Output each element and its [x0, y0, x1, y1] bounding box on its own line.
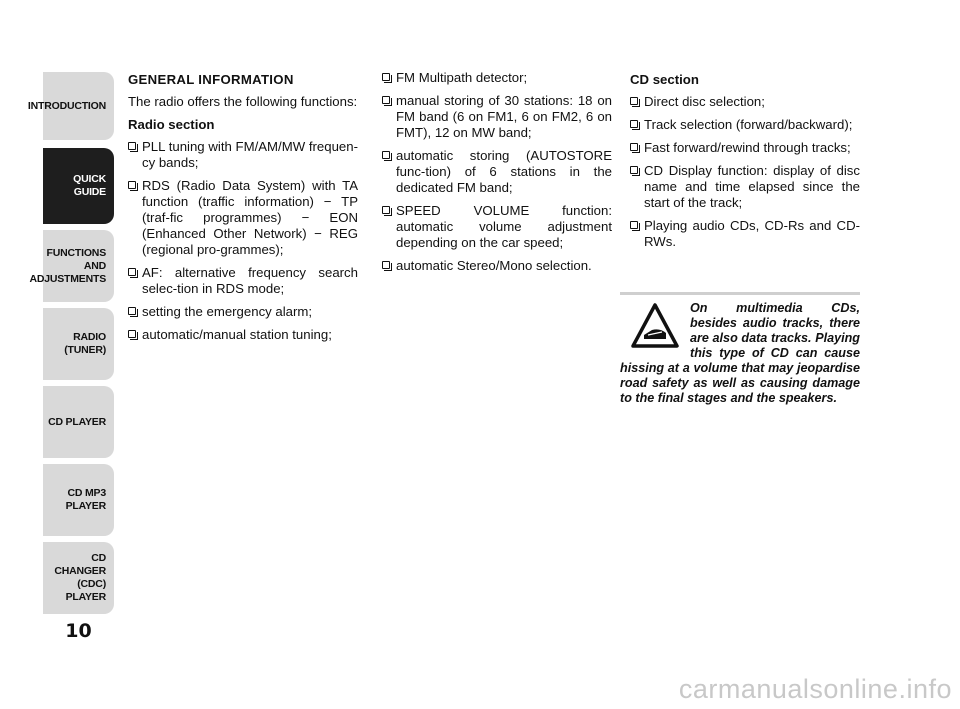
section-heading: GENERAL INFORMATION	[128, 72, 294, 87]
list-item	[128, 178, 358, 258]
list-item-text: CD Display function: display of disc name and time elapsed since the start of the track;	[644, 163, 860, 210]
list-item	[630, 218, 860, 250]
checkbox-bullet-icon	[128, 181, 136, 189]
list-item-text: Playing audio CDs, CD-Rs and CD-RWs.	[644, 218, 860, 249]
list-item-text: automatic/manual station tuning;	[142, 327, 332, 342]
checkbox-bullet-icon	[630, 97, 638, 105]
list-item	[128, 139, 358, 171]
list-item	[630, 140, 860, 156]
tab-cd-player[interactable]: CD PLAYER	[43, 386, 114, 458]
tab-cd-changer-player[interactable]: CD CHANGER (CDC) PLAYER	[43, 542, 114, 614]
checkbox-bullet-icon	[128, 307, 136, 315]
watermark: carmanualsonline.info	[678, 674, 952, 704]
list-item	[382, 148, 612, 196]
list-item	[128, 304, 358, 320]
warning-note	[620, 292, 860, 406]
cd-feature-list	[630, 94, 860, 250]
list-item	[630, 163, 860, 211]
list-item-text: RDS (Radio Data System) with TA function (traffic information) − TP (traf-fic programmes) − EON (Enhanced Other Network) − REG (regional pro-grammes);	[142, 178, 358, 257]
checkbox-bullet-icon	[128, 142, 136, 150]
list-item	[128, 265, 358, 297]
list-item-text: automatic Stereo/Mono selection.	[396, 258, 592, 273]
tab-introduction[interactable]: INTRODUCTION	[43, 72, 114, 140]
list-item-text: PLL tuning with FM/AM/MW frequen-cy bands;	[142, 139, 358, 170]
list-item	[382, 93, 612, 141]
list-item-text: automatic storing (AUTOSTORE func-tion) of 6 stations in the dedicated FM band;	[396, 148, 612, 195]
checkbox-bullet-icon	[128, 268, 136, 276]
checkbox-bullet-icon	[630, 143, 638, 151]
column-cd-section	[630, 70, 860, 257]
list-item-text: Track selection (forward/backward);	[644, 117, 853, 132]
list-item	[128, 327, 358, 343]
list-item	[630, 117, 860, 133]
tab-cd-mp3-player[interactable]: CD MP3 PLAYER	[43, 464, 114, 536]
checkbox-bullet-icon	[630, 166, 638, 174]
radio-section-heading: Radio section	[128, 117, 215, 132]
list-item-text: Direct disc selection;	[644, 94, 765, 109]
list-item	[630, 94, 860, 110]
checkbox-bullet-icon	[382, 206, 390, 214]
list-item	[382, 203, 612, 251]
list-item-text: Fast forward/rewind through tracks;	[644, 140, 851, 155]
list-item-text: FM Multipath detector;	[396, 70, 528, 85]
list-item	[382, 258, 612, 274]
checkbox-bullet-icon	[382, 73, 390, 81]
cd-section-heading: CD section	[630, 72, 699, 87]
checkbox-bullet-icon	[630, 120, 638, 128]
column-radio-continued	[382, 70, 612, 281]
list-item-text: AF: alternative frequency search selec-tion in RDS mode;	[142, 265, 358, 296]
warning-text: On multimedia CDs, besides audio tracks, there are also data tracks. Playing this type of CD can cause hissing at a volume that may jeopardise road safety as well as causing damage to the final stages and the speakers.	[620, 301, 860, 405]
checkbox-bullet-icon	[382, 96, 390, 104]
checkbox-bullet-icon	[382, 261, 390, 269]
list-item-text: setting the emergency alarm;	[142, 304, 313, 319]
tab-quick-guide[interactable]: QUICK GUIDE	[43, 148, 114, 224]
radio-feature-list	[128, 139, 358, 343]
warning-triangle-icon	[630, 301, 680, 351]
tab-radio-tuner[interactable]: RADIO (TUNER)	[43, 308, 114, 380]
radio-feature-list-continued	[382, 70, 612, 274]
list-item-text: manual storing of 30 stations: 18 on FM band (6 on FM1, 6 on FM2, 6 on FMT), 12 on MW band;	[396, 93, 612, 140]
list-item	[382, 70, 612, 86]
page-number: 10	[65, 620, 92, 642]
checkbox-bullet-icon	[630, 221, 638, 229]
checkbox-bullet-icon	[128, 330, 136, 338]
checkbox-bullet-icon	[382, 151, 390, 159]
column-general-information	[128, 70, 358, 350]
intro-text: The radio offers the following functions:	[128, 94, 358, 109]
tab-functions-and-adjustments[interactable]: FUNCTIONS AND ADJUSTMENTS	[43, 230, 114, 302]
list-item-text: SPEED VOLUME function: automatic volume adjustment depending on the car speed;	[396, 203, 612, 250]
